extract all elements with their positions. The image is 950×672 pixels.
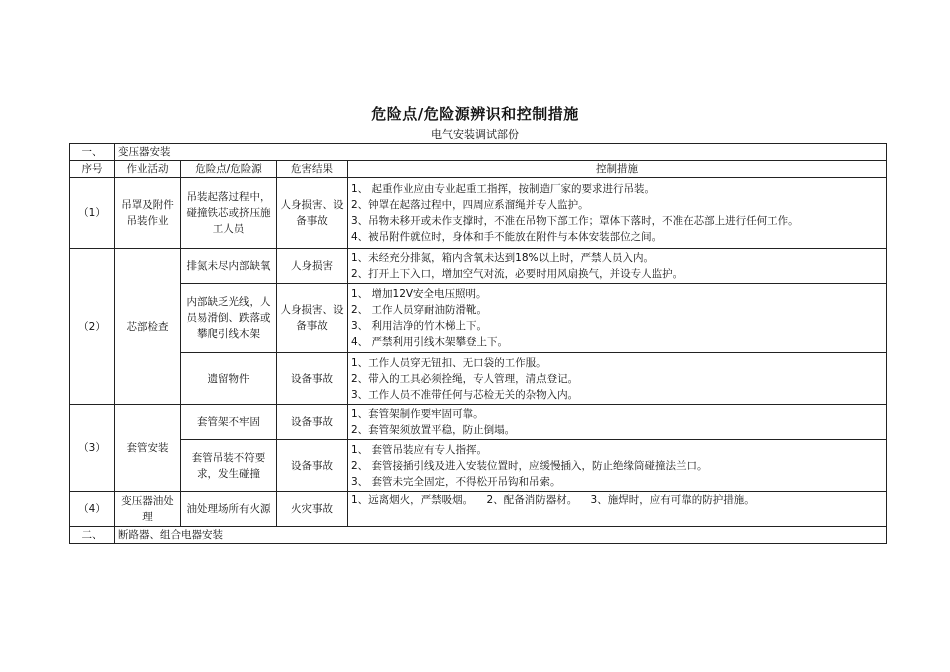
activity-cell: 套管安装 <box>115 405 181 492</box>
measure-line: 1、未经充分排氮，箱内含氧未达到18%以上时，严禁人员入内。 <box>351 252 655 264</box>
header-row <box>70 161 887 178</box>
hazard-cell: 吊装起落过程中，碰撞铁芯或挤压施工人员 <box>181 178 277 249</box>
measure-line: 2、套管架须放置平稳，防止倒塌。 <box>351 424 516 436</box>
section-number: 一、 <box>70 144 115 161</box>
measure-line: 2、带入的工具必须拴绳，专人管理，清点登记。 <box>351 372 579 385</box>
measure-line: 2、打开上下入口，增加空气对流，必要时用风扇换气，并设专人监护。 <box>351 268 684 280</box>
header-hazard: 危险点/危险源 <box>181 161 277 178</box>
hazard-cell: 排氮未尽内部缺氧 <box>181 249 277 284</box>
activity-cell: 变压器油处理 <box>115 492 181 527</box>
table-row <box>70 353 887 405</box>
consequence-cell: 设备事故 <box>277 440 348 492</box>
table-row <box>70 492 887 527</box>
measure-line: 2、 工作人员穿耐油防滑靴。 <box>351 304 488 316</box>
measure-line: 2、钟罩在起落过程中，四周应系溜绳并专人监护。 <box>351 199 589 211</box>
hazard-control-table <box>69 143 887 544</box>
hazard-cell: 油处理场所有火源 <box>181 492 277 527</box>
header-activity: 作业活动 <box>115 161 181 178</box>
measure-line: 1、套管架制作要牢固可靠。 <box>351 408 484 420</box>
measures-cell <box>348 284 887 353</box>
seq-cell: （4） <box>70 492 115 527</box>
table-row <box>70 440 887 492</box>
consequence-cell: 人身损害、设备事故 <box>277 178 348 249</box>
measure-line: 1、远离烟火，严禁吸烟。 2、配备消防器材。 3、施焊时，应有可靠的防护措施。 <box>351 494 755 506</box>
measures-cell <box>348 353 887 405</box>
consequence-cell: 设备事故 <box>277 405 348 440</box>
measure-line: 2、 套管接插引线及进入安装位置时，应缓慢插入，防止绝缘筒碰撞法兰口。 <box>351 459 708 472</box>
activity-cell: 吊罩及附件吊装作业 <box>115 178 181 249</box>
table-row <box>70 284 887 353</box>
hazard-cell: 遗留物件 <box>181 353 277 405</box>
section-name: 断路器、组合电器安装 <box>115 527 887 544</box>
hazard-cell: 套管架不牢固 <box>181 405 277 440</box>
seq-cell: （2） <box>70 249 115 405</box>
measure-line: 1、 套管吊装应有专人指挥。 <box>351 443 488 456</box>
measure-line: 3、工作人员不准带任何与芯检无关的杂物入内。 <box>351 388 579 401</box>
measure-line: 3、吊物未移开或未作支撑时，不准在吊物下部工作；罩体下落时，不准在芯部上进行任何工作。 <box>351 215 799 227</box>
consequence-cell: 人身损害、设备事故 <box>277 284 348 353</box>
measures-cell <box>348 405 887 440</box>
header-seq: 序号 <box>70 161 115 178</box>
measures-cell <box>348 249 887 284</box>
measure-line: 1、 起重作业应由专业起重工指挥，按制造厂家的要求进行吊装。 <box>351 183 656 195</box>
document-title: 危险点/危险源辨识和控制措施 <box>371 105 579 123</box>
table-row <box>70 405 887 440</box>
measures-cell <box>348 178 887 249</box>
measure-line: 4、 严禁利用引线木架攀登上下。 <box>351 336 509 348</box>
table-row <box>70 178 887 249</box>
section-name: 变压器安装 <box>115 144 887 161</box>
hazard-cell: 套管吊装不符要求，发生碰撞 <box>181 440 277 492</box>
measure-line: 1、工作人员穿无钮扣、无口袋的工作服。 <box>351 356 547 369</box>
measures-cell <box>348 440 887 492</box>
measure-line: 1、 增加12V安全电压照明。 <box>351 288 487 300</box>
consequence-cell: 人身损害 <box>277 249 348 284</box>
header-measures: 控制措施 <box>348 161 887 178</box>
activity-cell: 芯部检查 <box>115 249 181 405</box>
header-consequence: 危害结果 <box>277 161 348 178</box>
measure-line: 3、 套管未完全固定，不得松开吊钩和吊索。 <box>351 475 561 488</box>
measure-line: 4、被吊附件就位时，身体和手不能放在附件与本体安装部位之间。 <box>351 231 663 243</box>
document-subtitle: 电气安装调试部份 <box>431 128 519 141</box>
section-row <box>70 527 887 544</box>
seq-cell: （3） <box>70 405 115 492</box>
section-row <box>70 144 887 161</box>
consequence-cell: 火灾事故 <box>277 492 348 527</box>
measure-line: 3、 利用洁净的竹木梯上下。 <box>351 320 488 332</box>
seq-cell: （1） <box>70 178 115 249</box>
measures-cell <box>348 492 887 527</box>
table-row <box>70 249 887 284</box>
consequence-cell: 设备事故 <box>277 353 348 405</box>
section-number: 二、 <box>70 527 115 544</box>
hazard-cell: 内部缺乏光线，人员易滑倒、跌落或攀爬引线木架 <box>181 284 277 353</box>
